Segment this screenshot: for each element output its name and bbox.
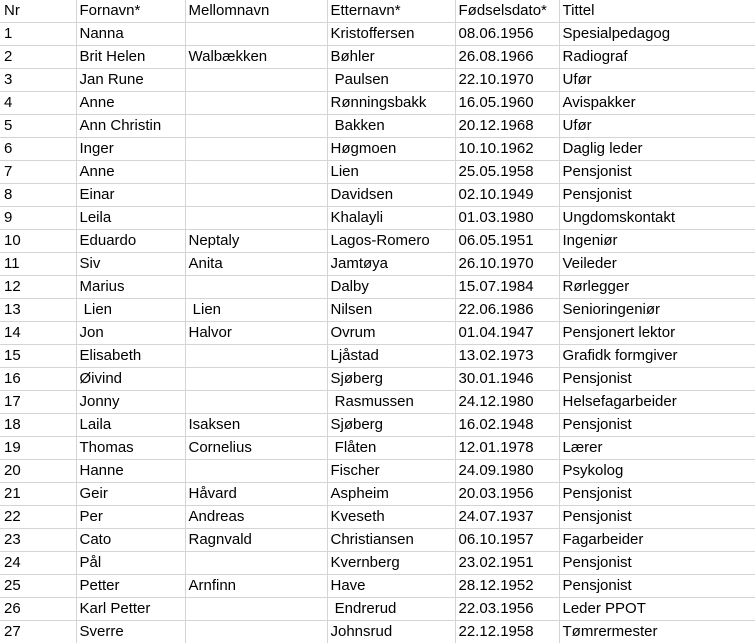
cell-mellomnavn[interactable] (185, 391, 327, 414)
table-row (0, 391, 755, 414)
cell-nr[interactable]: 14 (0, 322, 76, 345)
cell-mellomnavn[interactable] (185, 115, 327, 138)
cell-etternavn[interactable]: Fischer (327, 460, 455, 483)
cell-fornavn[interactable]: Øivind (76, 368, 185, 391)
table-row (0, 92, 755, 115)
cell-etternavn[interactable]: Bøhler (327, 46, 455, 69)
table-row (0, 23, 755, 46)
cell-fornavn[interactable]: Karl Petter (76, 598, 185, 621)
cell-etternavn[interactable]: Ovrum (327, 322, 455, 345)
cell-etternavn[interactable]: Davidsen (327, 184, 455, 207)
cell-fornavn[interactable]: Sverre (76, 621, 185, 643)
cell-tittel[interactable]: Psykolog (559, 460, 755, 483)
cell-fodselsdato[interactable]: 26.08.1966 (455, 46, 559, 69)
cell-etternavn[interactable]: Jamtøya (327, 253, 455, 276)
cell-fodselsdato[interactable]: 26.10.1970 (455, 253, 559, 276)
cell-mellomnavn[interactable]: Andreas (185, 506, 327, 529)
cell-fornavn[interactable]: Nanna (76, 23, 185, 46)
cell-nr[interactable]: 20 (0, 460, 76, 483)
cell-fodselsdato[interactable]: 24.12.1980 (455, 391, 559, 414)
cell-nr[interactable]: 17 (0, 391, 76, 414)
cell-mellomnavn[interactable]: Anita (185, 253, 327, 276)
cell-nr[interactable]: 5 (0, 115, 76, 138)
header-cell-fornavn[interactable]: Fornavn* (76, 0, 185, 23)
cell-fornavn[interactable]: Jonny (76, 391, 185, 414)
cell-tittel[interactable]: Pensjonist (559, 506, 755, 529)
cell-fornavn[interactable]: Einar (76, 184, 185, 207)
cell-tittel[interactable]: Rørlegger (559, 276, 755, 299)
cell-fodselsdato[interactable]: 24.07.1937 (455, 506, 559, 529)
cell-fodselsdato[interactable]: 02.10.1949 (455, 184, 559, 207)
cell-mellomnavn[interactable]: Håvard (185, 483, 327, 506)
cell-tittel[interactable]: Veileder (559, 253, 755, 276)
cell-nr[interactable]: 9 (0, 207, 76, 230)
header-cell-mellomnavn[interactable]: Mellomnavn (185, 0, 327, 23)
cell-nr[interactable]: 2 (0, 46, 76, 69)
cell-tittel[interactable]: Helsefagarbeider (559, 391, 755, 414)
cell-fodselsdato[interactable]: 16.05.1960 (455, 92, 559, 115)
cell-tittel[interactable]: Spesialpedagog (559, 23, 755, 46)
table-row (0, 368, 755, 391)
cell-etternavn[interactable]: Kvernberg (327, 552, 455, 575)
cell-fornavn[interactable]: Brit Helen (76, 46, 185, 69)
cell-fodselsdato[interactable]: 13.02.1973 (455, 345, 559, 368)
table-row (0, 483, 755, 506)
cell-fodselsdato[interactable]: 01.04.1947 (455, 322, 559, 345)
cell-fornavn[interactable]: Ann Christin (76, 115, 185, 138)
cell-fodselsdato[interactable]: 22.06.1986 (455, 299, 559, 322)
cell-fodselsdato[interactable]: 01.03.1980 (455, 207, 559, 230)
cell-fornavn[interactable]: Pål (76, 552, 185, 575)
cell-mellomnavn[interactable] (185, 345, 327, 368)
cell-nr[interactable]: 23 (0, 529, 76, 552)
table-row (0, 207, 755, 230)
cell-nr[interactable]: 16 (0, 368, 76, 391)
cell-nr[interactable]: 27 (0, 621, 76, 643)
table-row (0, 552, 755, 575)
cell-mellomnavn[interactable] (185, 552, 327, 575)
table-row (0, 414, 755, 437)
cell-tittel[interactable]: Pensjonist (559, 414, 755, 437)
cell-mellomnavn[interactable] (185, 23, 327, 46)
table-row (0, 230, 755, 253)
cell-nr[interactable]: 21 (0, 483, 76, 506)
cell-tittel[interactable]: Pensjonist (559, 575, 755, 598)
cell-etternavn[interactable]: Have (327, 575, 455, 598)
cell-nr[interactable]: 6 (0, 138, 76, 161)
cell-nr[interactable]: 26 (0, 598, 76, 621)
cell-tittel[interactable]: Lærer (559, 437, 755, 460)
table-row (0, 299, 755, 322)
cell-fornavn[interactable]: Thomas (76, 437, 185, 460)
cell-etternavn[interactable]: Flåten (327, 437, 455, 460)
cell-nr[interactable]: 12 (0, 276, 76, 299)
cell-etternavn[interactable]: Rasmussen (327, 391, 455, 414)
cell-fornavn[interactable]: Per (76, 506, 185, 529)
cell-fornavn[interactable]: Hanne (76, 460, 185, 483)
cell-tittel[interactable]: Ungdomskontakt (559, 207, 755, 230)
cell-fornavn[interactable]: Leila (76, 207, 185, 230)
cell-nr[interactable]: 22 (0, 506, 76, 529)
cell-fornavn[interactable]: Siv (76, 253, 185, 276)
cell-nr[interactable]: 3 (0, 69, 76, 92)
table-row (0, 575, 755, 598)
cell-nr[interactable]: 15 (0, 345, 76, 368)
cell-fodselsdato[interactable]: 25.05.1958 (455, 161, 559, 184)
cell-etternavn[interactable]: Khalayli (327, 207, 455, 230)
cell-mellomnavn[interactable] (185, 368, 327, 391)
cell-tittel[interactable]: Pensjonert lektor (559, 322, 755, 345)
cell-tittel[interactable]: Pensjonist (559, 161, 755, 184)
table-row (0, 437, 755, 460)
header-cell-fodselsdato[interactable]: Fødselsdato* (455, 0, 559, 23)
table-row (0, 506, 755, 529)
cell-nr[interactable]: 8 (0, 184, 76, 207)
cell-etternavn[interactable]: Lagos-Romero (327, 230, 455, 253)
cell-mellomnavn[interactable] (185, 621, 327, 643)
cell-fornavn[interactable]: Geir (76, 483, 185, 506)
cell-mellomnavn[interactable]: Neptaly (185, 230, 327, 253)
cell-nr[interactable]: 18 (0, 414, 76, 437)
table-row (0, 322, 755, 345)
cell-etternavn[interactable]: Christiansen (327, 529, 455, 552)
cell-nr[interactable]: 1 (0, 23, 76, 46)
cell-tittel[interactable]: Senioringeniør (559, 299, 755, 322)
cell-fornavn[interactable]: Lien (76, 299, 185, 322)
cell-fodselsdato[interactable]: 28.12.1952 (455, 575, 559, 598)
cell-fornavn[interactable]: Anne (76, 92, 185, 115)
cell-fodselsdato[interactable]: 30.01.1946 (455, 368, 559, 391)
cell-fornavn[interactable]: Jan Rune (76, 69, 185, 92)
table-row (0, 161, 755, 184)
cell-etternavn[interactable]: Paulsen (327, 69, 455, 92)
cell-mellomnavn[interactable]: Halvor (185, 322, 327, 345)
table-row (0, 138, 755, 161)
cell-mellomnavn[interactable] (185, 92, 327, 115)
cell-fodselsdato[interactable]: 06.10.1957 (455, 529, 559, 552)
cell-tittel[interactable]: Ingeniør (559, 230, 755, 253)
cell-nr[interactable]: 19 (0, 437, 76, 460)
cell-mellomnavn[interactable]: Lien (185, 299, 327, 322)
cell-mellomnavn[interactable]: Cornelius (185, 437, 327, 460)
cell-tittel[interactable]: Pensjonist (559, 483, 755, 506)
table-row (0, 276, 755, 299)
cell-etternavn[interactable]: Johnsrud (327, 621, 455, 643)
cell-etternavn[interactable]: Sjøberg (327, 368, 455, 391)
cell-mellomnavn[interactable] (185, 276, 327, 299)
cell-nr[interactable]: 7 (0, 161, 76, 184)
cell-nr[interactable]: 24 (0, 552, 76, 575)
cell-mellomnavn[interactable]: Ragnvald (185, 529, 327, 552)
cell-fornavn[interactable]: Petter (76, 575, 185, 598)
cell-tittel[interactable]: Ufør (559, 69, 755, 92)
cell-fodselsdato[interactable]: 23.02.1951 (455, 552, 559, 575)
cell-fornavn[interactable]: Eduardo (76, 230, 185, 253)
cell-fornavn[interactable]: Laila (76, 414, 185, 437)
cell-nr[interactable]: 4 (0, 92, 76, 115)
table-row (0, 529, 755, 552)
cell-fornavn[interactable]: Cato (76, 529, 185, 552)
cell-etternavn[interactable]: Kristoffersen (327, 23, 455, 46)
cell-tittel[interactable]: Ufør (559, 115, 755, 138)
cell-mellomnavn[interactable]: Isaksen (185, 414, 327, 437)
table-row (0, 345, 755, 368)
header-cell-etternavn[interactable]: Etternavn* (327, 0, 455, 23)
cell-fodselsdato[interactable]: 10.10.1962 (455, 138, 559, 161)
cell-tittel[interactable]: Pensjonist (559, 368, 755, 391)
cell-fodselsdato[interactable]: 16.02.1948 (455, 414, 559, 437)
table-row (0, 598, 755, 621)
cell-nr[interactable]: 25 (0, 575, 76, 598)
cell-fodselsdato[interactable]: 15.07.1984 (455, 276, 559, 299)
cell-etternavn[interactable]: Ljåstad (327, 345, 455, 368)
cell-fodselsdato[interactable]: 06.05.1951 (455, 230, 559, 253)
cell-fodselsdato[interactable]: 22.03.1956 (455, 598, 559, 621)
cell-tittel[interactable]: Daglig leder (559, 138, 755, 161)
cell-etternavn[interactable]: Bakken (327, 115, 455, 138)
cell-fodselsdato[interactable]: 20.12.1968 (455, 115, 559, 138)
cell-etternavn[interactable]: Rønningsbakk (327, 92, 455, 115)
cell-tittel[interactable]: Avispakker (559, 92, 755, 115)
cell-mellomnavn[interactable] (185, 138, 327, 161)
cell-fornavn[interactable]: Elisabeth (76, 345, 185, 368)
table-row (0, 46, 755, 69)
header-cell-nr[interactable]: Nr (0, 0, 76, 23)
cell-mellomnavn[interactable] (185, 69, 327, 92)
cell-fornavn[interactable]: Inger (76, 138, 185, 161)
cell-tittel[interactable]: Pensjonist (559, 184, 755, 207)
cell-fornavn[interactable]: Marius (76, 276, 185, 299)
cell-etternavn[interactable]: Nilsen (327, 299, 455, 322)
table-row (0, 115, 755, 138)
cell-fodselsdato[interactable]: 22.12.1958 (455, 621, 559, 643)
cell-etternavn[interactable]: Dalby (327, 276, 455, 299)
cell-tittel[interactable]: Grafidk formgiver (559, 345, 755, 368)
cell-fodselsdato[interactable]: 24.09.1980 (455, 460, 559, 483)
table-row (0, 253, 755, 276)
cell-etternavn[interactable]: Høgmoen (327, 138, 455, 161)
cell-etternavn[interactable]: Lien (327, 161, 455, 184)
cell-nr[interactable]: 11 (0, 253, 76, 276)
cell-mellomnavn[interactable] (185, 207, 327, 230)
cell-mellomnavn[interactable]: Walbækken (185, 46, 327, 69)
cell-etternavn[interactable]: Sjøberg (327, 414, 455, 437)
table-row (0, 460, 755, 483)
cell-nr[interactable]: 10 (0, 230, 76, 253)
table-row (0, 69, 755, 92)
cell-fodselsdato[interactable]: 12.01.1978 (455, 437, 559, 460)
cell-mellomnavn[interactable] (185, 161, 327, 184)
cell-mellomnavn[interactable]: Arnfinn (185, 575, 327, 598)
cell-fodselsdato[interactable]: 22.10.1970 (455, 69, 559, 92)
table-row (0, 621, 755, 643)
cell-fodselsdato[interactable]: 08.06.1956 (455, 23, 559, 46)
header-row (0, 0, 755, 23)
cell-etternavn[interactable]: Kveseth (327, 506, 455, 529)
cell-tittel[interactable]: Fagarbeider (559, 529, 755, 552)
header-cell-tittel[interactable]: Tittel (559, 0, 755, 23)
cell-tittel[interactable]: Pensjonist (559, 552, 755, 575)
table-row (0, 184, 755, 207)
cell-fornavn[interactable]: Anne (76, 161, 185, 184)
cell-fodselsdato[interactable]: 20.03.1956 (455, 483, 559, 506)
cell-etternavn[interactable]: Endrerud (327, 598, 455, 621)
cell-nr[interactable]: 13 (0, 299, 76, 322)
cell-mellomnavn[interactable] (185, 184, 327, 207)
cell-tittel[interactable]: Leder PPOT (559, 598, 755, 621)
cell-tittel[interactable]: Radiograf (559, 46, 755, 69)
cell-mellomnavn[interactable] (185, 460, 327, 483)
cell-fornavn[interactable]: Jon (76, 322, 185, 345)
cell-mellomnavn[interactable] (185, 598, 327, 621)
cell-tittel[interactable]: Tømrermester (559, 621, 755, 643)
cell-etternavn[interactable]: Aspheim (327, 483, 455, 506)
